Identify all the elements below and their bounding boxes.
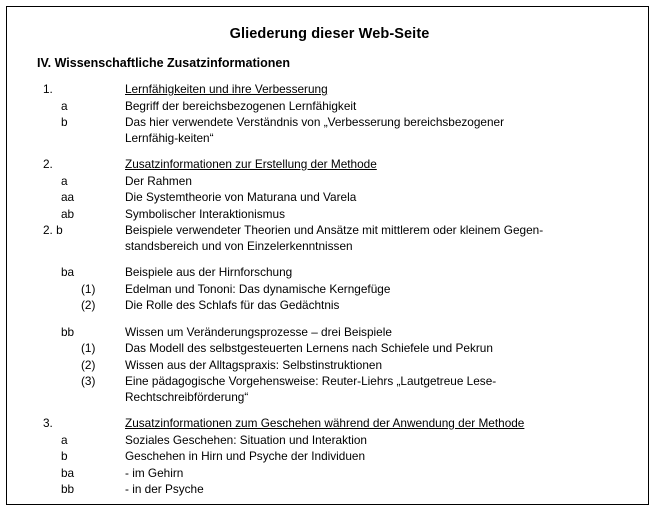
outline-row-text xyxy=(125,433,630,449)
outline-row-text xyxy=(125,449,630,465)
outline-row-link[interactable] xyxy=(125,82,630,98)
outline-row xyxy=(29,82,630,98)
outline-row-marker: aa xyxy=(61,190,75,204)
outline-row-text-line: Der Rahmen xyxy=(125,173,192,188)
outline-row xyxy=(29,466,630,482)
outline-row-marker: ba xyxy=(61,265,75,279)
outline-row-text-line: Das hier verwendete Verständnis von „Verbesserung bereichsbezogener xyxy=(125,115,505,129)
outline-row-marker: ba xyxy=(61,465,75,480)
outline-row-text xyxy=(125,99,630,115)
outline-row xyxy=(29,449,630,465)
outline-row-text-line: Eine pädagogische Vorgehensweise: Reuter-Liehrs „Lautgetreue Lese- xyxy=(125,374,497,388)
outline-row xyxy=(29,341,630,357)
outline-row-text xyxy=(125,341,630,357)
outline-row-marker: 2. b xyxy=(43,223,63,237)
outline-row-marker: 2. xyxy=(43,157,53,171)
outline-row-text-line: Lernfähigkeiten und ihre Verbesserung xyxy=(125,82,328,96)
outline-row-marker: bb xyxy=(61,482,75,496)
outline-row xyxy=(29,325,630,341)
outline-row xyxy=(29,298,630,314)
outline-row-marker: 3. xyxy=(43,416,53,430)
outline-row-text xyxy=(125,358,630,374)
outline-row-text xyxy=(125,482,630,498)
outline-row-marker: (2) xyxy=(81,357,96,372)
outline-row-text-line: Wissen aus der Alltagspraxis: Selbstinstruktionen xyxy=(125,357,383,372)
outline-row xyxy=(29,416,630,432)
outline-row-text-line: - in der Psyche xyxy=(125,482,204,496)
outline-row xyxy=(29,190,630,206)
outline-row-marker: 1. xyxy=(43,82,53,96)
outline-row-text xyxy=(125,325,630,341)
outline-row xyxy=(29,265,630,281)
outline-row-text-line: Das Modell des selbstgesteuerten Lernens nach Schiefele und Pekrun xyxy=(125,341,493,355)
outline-row-text xyxy=(125,374,630,405)
outline-row xyxy=(29,282,630,298)
outline-row-text-line: Soziales Geschehen: Situation und Interaktion xyxy=(125,432,367,447)
outline-row-text-line: Lernfähig-keiten“ xyxy=(125,130,214,145)
outline-row-marker: bb xyxy=(61,324,75,339)
document-frame xyxy=(6,6,649,505)
outline-row xyxy=(29,374,630,405)
outline-row-text xyxy=(125,190,630,206)
outline-row-text-line: Symbolischer Interaktionismus xyxy=(125,206,285,221)
outline-row-text-line: Geschehen in Hirn und Psyche der Individuen xyxy=(125,449,366,463)
outline-row-text-line: Beispiele aus der Hirnforschung xyxy=(125,265,293,279)
outline-row-marker: (2) xyxy=(81,298,96,312)
document-content xyxy=(7,7,648,504)
outline-row-text-line: Begriff der bereichsbezogenen Lernfähigkeit xyxy=(125,98,357,113)
outline-row xyxy=(29,207,630,223)
outline-row xyxy=(29,174,630,190)
outline-row-text-line: Die Rolle des Schlafs für das Gedächtnis xyxy=(125,298,340,312)
outline-row-marker: b xyxy=(61,115,68,129)
outline-row xyxy=(29,157,630,173)
outline-row-text xyxy=(125,265,630,281)
outline-row-text xyxy=(125,174,630,190)
outline-row-marker: (1) xyxy=(81,341,96,355)
outline-row xyxy=(29,482,630,498)
outline-row-text-line: Die Systemtheorie von Maturana und Varela xyxy=(125,190,357,204)
outline-row-text-line: - im Gehirn xyxy=(125,465,184,480)
outline-row xyxy=(29,115,630,146)
outline-row-text-line: Zusatzinformationen zur Erstellung der Methode xyxy=(125,157,377,171)
outline-row-marker: ab xyxy=(61,206,75,221)
outline-row-text xyxy=(125,207,630,223)
outline-row xyxy=(29,99,630,115)
outline-row xyxy=(29,433,630,449)
outline-row-link[interactable] xyxy=(125,157,630,173)
outline-row-text-line: standsbereich und von Einzelerkenntnissen xyxy=(125,238,353,253)
outline-row-text-line: Rechtschreibförderung“ xyxy=(125,389,249,404)
outline-row-text-line: Wissen um Veränderungsprozesse – drei Beispiele xyxy=(125,324,392,339)
outline-row-text xyxy=(125,223,630,254)
outline-list xyxy=(29,82,630,498)
outline-row-text-line: Beispiele verwendeter Theorien und Ansätze mit mittlerem oder kleinem Gegen- xyxy=(125,223,544,237)
section-heading: IV. Wissenschaftliche Zusatzinformationen xyxy=(37,56,290,70)
outline-row-text-line: Edelman und Tononi: Das dynamische Kerngefüge xyxy=(125,281,391,296)
outline-row-marker: a xyxy=(61,173,68,188)
outline-row-text xyxy=(125,298,630,314)
outline-row-text xyxy=(125,466,630,482)
outline-row xyxy=(29,223,630,254)
outline-row-text xyxy=(125,282,630,298)
outline-row-marker: a xyxy=(61,432,68,447)
outline-row-link[interactable] xyxy=(125,416,630,432)
outline-row-text xyxy=(125,115,630,146)
outline-row-marker: (1) xyxy=(81,281,96,296)
outline-row xyxy=(29,358,630,374)
outline-row-marker: (3) xyxy=(81,374,96,388)
outline-row-marker: b xyxy=(61,449,68,463)
page-title: Gliederung dieser Web-Seite xyxy=(229,26,430,42)
outline-row-marker: a xyxy=(61,98,68,113)
outline-row-text-line: Zusatzinformationen zum Geschehen während der Anwendung der Methode xyxy=(125,416,525,430)
